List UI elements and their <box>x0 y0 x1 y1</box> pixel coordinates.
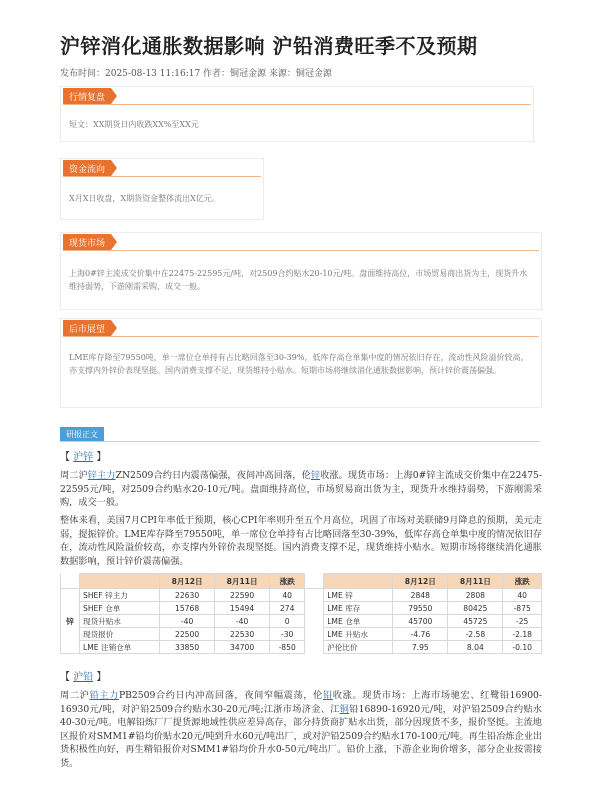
section-tag-report: 研报正文 <box>60 427 104 442</box>
text-span: 收涨。现货市场：上海市场驰宏、红鹭铅16900-16930元/吨，对沪铅2509合约贴水30-20元/吨;江浙市场济金、江 <box>60 690 542 715</box>
summary-box-outlook <box>60 318 542 408</box>
table-header-cell: 8月11日 <box>215 574 270 589</box>
table-header-cell: 8月12日 <box>393 574 448 589</box>
text-span: 周二沪 <box>60 690 90 701</box>
table-cell: 45725 <box>448 615 503 628</box>
divider <box>60 441 540 442</box>
metal-label: 锌 <box>61 589 80 654</box>
box-tag-review: 行情复盘 <box>63 88 111 105</box>
table-cell: -30 <box>270 628 305 641</box>
lead-paragraph-1 <box>60 689 542 770</box>
box-text-outlook: LME库存降至79550吨，单一席位仓单持有占比略回落至30-39%，低库存高仓单集中度的情况依旧存在，流动性风险溢价较高，亦支撑内外锌价表现坚挺。国内消费支撑不足，现货维持小贴水。短期市场将继续消化通胀数据影响，预计锌价震荡偏强。 <box>69 353 529 375</box>
summary-box-funds <box>60 158 264 220</box>
box-tag-outlook: 后市展望 <box>63 320 111 337</box>
table-header-cell: 涨跌 <box>503 574 542 589</box>
article-meta: 发布时间：2025-08-13 11:16:17 作者：铜冠金源 来源：铜冠金源 <box>60 69 332 79</box>
table-cell: LME 锌 <box>324 589 393 602</box>
table-cell: -25 <box>503 615 542 628</box>
table-cell: 22590 <box>215 589 270 602</box>
table-row <box>61 641 542 654</box>
table-header-row <box>61 574 542 589</box>
table-cell: 2808 <box>448 589 503 602</box>
table-cell: 22500 <box>160 628 215 641</box>
zinc-main-link[interactable]: 锌主力 <box>87 470 116 481</box>
box-text-spot: 上海0#锌主流成交价集中在22475-22595元/吨，对2509合约贴水20-10元/吨。盘面维持高位，市场贸易商出货为主，现货升水维持弱势，下游刚需采购，成交一般。 <box>69 269 528 291</box>
table-cell: 22630 <box>160 589 215 602</box>
table-cell: LME 仓单 <box>324 615 393 628</box>
table-cell: SHEF 锌主力 <box>80 589 160 602</box>
table-cell: 40 <box>503 589 542 602</box>
table-cell: 沪伦比价 <box>324 641 393 654</box>
table-header-cell: 8月12日 <box>160 574 215 589</box>
table-header-cell: 8月11日 <box>448 574 503 589</box>
divider <box>63 104 531 105</box>
divider <box>63 250 539 251</box>
table-cell: -40 <box>215 615 270 628</box>
table-cell: -0.10 <box>503 641 542 654</box>
table-cell: -875 <box>503 602 542 615</box>
text-span: 收涨。现货市场：上海0#锌主流成交价集中在22475-22595元/吨，对2509合约贴水20-10元/吨。盘面维持高位，市场贸易商出货为主，现货升水维持弱势，下游刚需采购，成交一般。 <box>60 470 543 508</box>
table-row <box>61 602 542 615</box>
divider <box>63 336 539 337</box>
lead-heading <box>60 668 106 683</box>
text-span: PB2509合约日内冲高回落，夜间窄幅震荡，伦 <box>118 690 323 701</box>
table-cell: 7.95 <box>393 641 448 654</box>
table-cell: -4.76 <box>393 628 448 641</box>
table-cell: 79550 <box>393 602 448 615</box>
table-row <box>61 628 542 641</box>
zinc-paragraph-1 <box>60 469 542 510</box>
bracket-close: 】 <box>96 672 107 683</box>
table-row <box>61 615 542 628</box>
table-gap <box>305 589 324 602</box>
table-cell: -2.18 <box>503 628 542 641</box>
bracket-open: 【 <box>60 452 70 463</box>
table-cell: -40 <box>160 615 215 628</box>
zinc-paragraph-2: 整体来看，美国7月CPI年率低于预期，核心CPI年率则升至五个月高位，巩固了市场对美联储9月降息的预期，美元走弱，提振锌价。LME库存降至79550吨，单一席位仓单持有占比略回落至30-39%，低库存高仓单集中度的情况依旧存在，流动性风险溢价较高，亦支撑内外锌价表现坚挺。国内消费支撑不足，现货维持小贴水。短期市场将继续消化通胀数据影响，预计锌价震荡偏强。 <box>60 515 542 567</box>
zinc-link[interactable]: 沪锌 <box>73 452 94 463</box>
text-span: 铅16890-16920元/吨，对沪铅2509合约贴水40-30元/吨。电解铅炼厂厂提货源地域性供应差异高存，部分持货商扩贴水出货，部分因现货不多，报价坚挺。主流地区报价对SMM1#铅均价贴水20元/吨到升水60元/吨出厂，或对沪铅2509合约贴水170-100元/吨。再生铅冶炼企业出货积极性向好，再生精铅报价对SMM1#铅均价升水0-50元/吨出厂。铅价上涨，下游企业询价增多，部分企业按需接货。 <box>60 703 543 769</box>
table-cell: 现货报价 <box>80 628 160 641</box>
table-cell: 22530 <box>215 628 270 641</box>
divider <box>63 176 261 177</box>
table-cell: 15494 <box>215 602 270 615</box>
box-tag-funds: 资金流向 <box>63 160 111 177</box>
summary-box-review <box>60 86 534 142</box>
table-cell: 0 <box>270 615 305 628</box>
table-cell: 45700 <box>393 615 448 628</box>
zinc-data-table <box>60 573 542 654</box>
text-span: 周二沪 <box>60 470 88 481</box>
box-text-funds: X月X日收盘，X期货资金整体流出X亿元。 <box>69 194 220 203</box>
box-text-review: 短文：XX期货日内收跌XX%至XX元 <box>69 120 199 129</box>
lead-main-link[interactable]: 铅主力 <box>89 690 119 701</box>
table-cell: SHEF 仓单 <box>80 602 160 615</box>
table-gap <box>305 615 324 628</box>
table-cell: LME 注销仓单 <box>80 641 160 654</box>
copper-link[interactable]: 铜 <box>339 703 350 715</box>
table-cell: 现货升贴水 <box>80 615 160 628</box>
lme-zinc-link[interactable]: 锌 <box>310 470 321 481</box>
lme-lead-link[interactable]: 铅 <box>322 690 333 701</box>
table-cell: 33850 <box>160 641 215 654</box>
table-header-cell: 涨跌 <box>270 574 305 589</box>
table-header-cell <box>80 574 160 589</box>
table-cell: LME 库存 <box>324 602 393 615</box>
lead-link[interactable]: 沪铅 <box>73 672 94 683</box>
table-header-cell <box>324 574 393 589</box>
table-row <box>61 589 542 602</box>
box-tag-spot: 现货市场 <box>63 234 111 251</box>
bracket-open: 【 <box>60 672 70 683</box>
table-cell: -2.58 <box>448 628 503 641</box>
table-header-cell <box>61 574 80 589</box>
table-cell: LME 升贴水 <box>324 628 393 641</box>
table-cell: 274 <box>270 602 305 615</box>
table-cell: 34700 <box>215 641 270 654</box>
table-cell: -850 <box>270 641 305 654</box>
table-cell: 2848 <box>393 589 448 602</box>
table-gap <box>305 602 324 615</box>
table-gap <box>305 628 324 641</box>
zinc-heading <box>60 448 106 463</box>
text-span: ZN2509合约日内震荡偏强，夜间冲高回落，伦 <box>115 470 311 481</box>
bracket-close: 】 <box>96 452 107 463</box>
table-cell: 40 <box>270 589 305 602</box>
table-cell: 15768 <box>160 602 215 615</box>
table-cell: 8.04 <box>448 641 503 654</box>
table-header-cell <box>305 574 324 589</box>
table-cell: 80425 <box>448 602 503 615</box>
page-title: 沪锌消化通胀数据影响 沪铅消费旺季不及预期 <box>60 34 478 58</box>
summary-box-spot <box>60 232 542 310</box>
table-gap <box>305 641 324 654</box>
